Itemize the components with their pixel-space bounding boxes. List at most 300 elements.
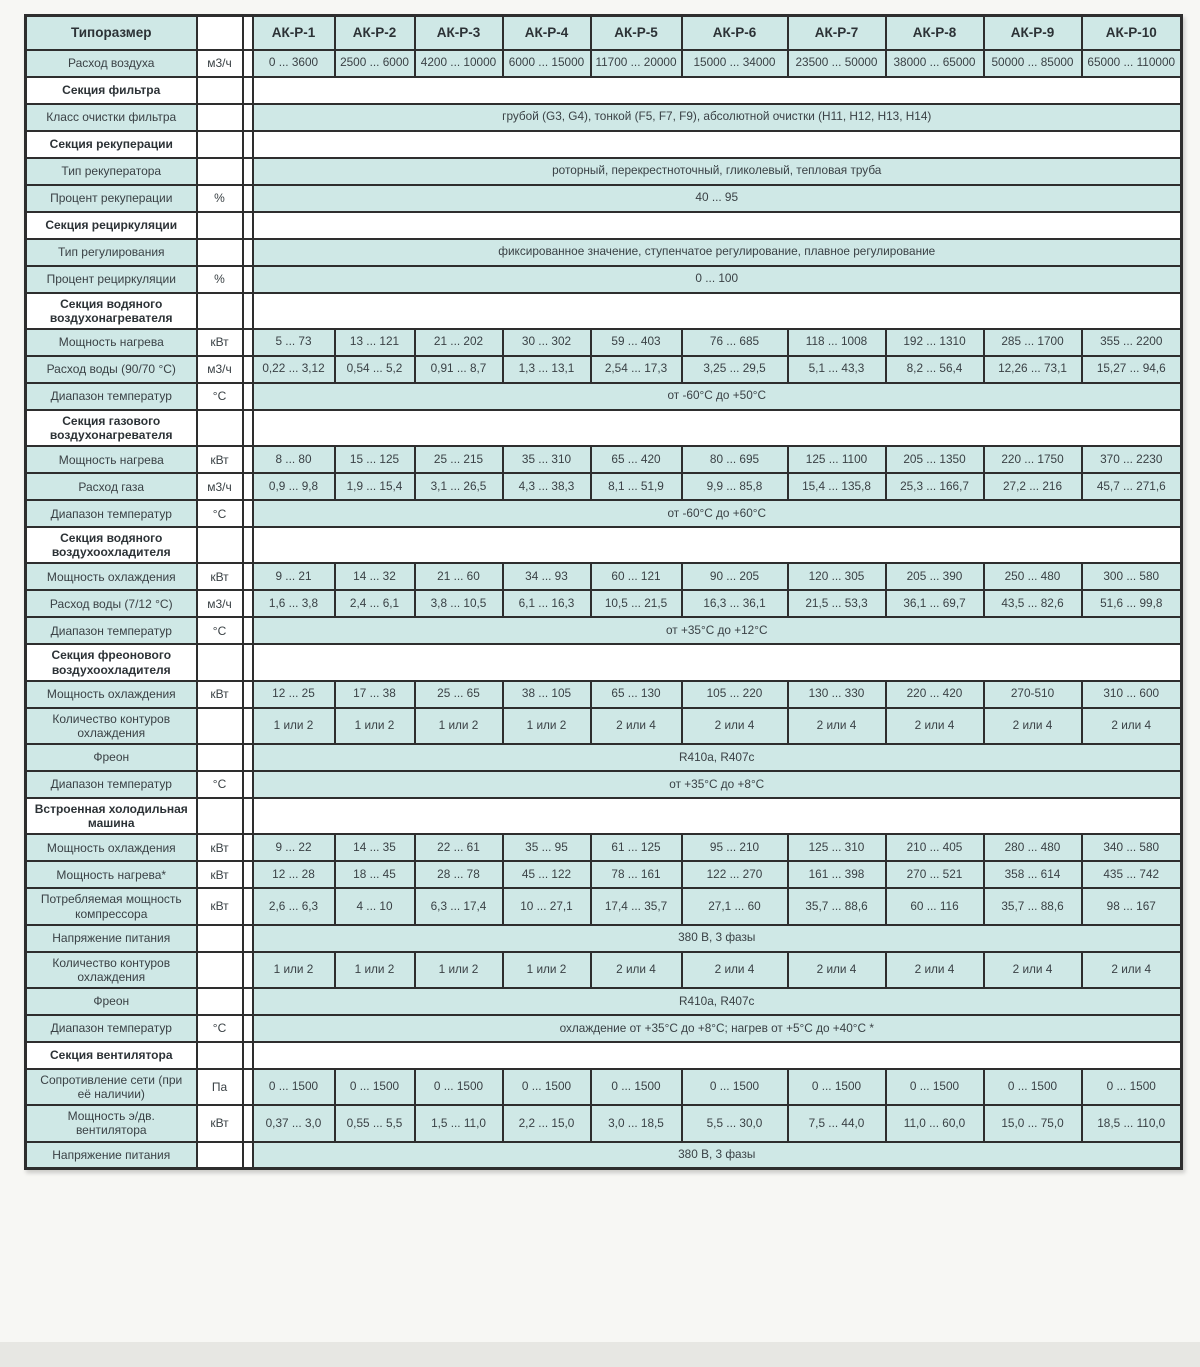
value-cell: 161 ... 398 — [788, 861, 886, 888]
table-row — [26, 185, 1182, 212]
table-row — [26, 104, 1182, 131]
section-row — [26, 212, 1182, 239]
value-cell: 13 ... 121 — [335, 329, 415, 356]
value-cell: 65 ... 130 — [591, 681, 682, 708]
value-cell: 60 ... 121 — [591, 563, 682, 590]
value-cell: 3,0 ... 18,5 — [591, 1105, 682, 1141]
gap-cell — [243, 1015, 253, 1042]
value-cell: 2,54 ... 17,3 — [591, 356, 682, 383]
section-filler — [253, 131, 1182, 158]
value-cell: 5,5 ... 30,0 — [682, 1105, 788, 1141]
value-cell: 15 ... 125 — [335, 446, 415, 473]
unit-cell — [197, 988, 243, 1015]
model-header: АК-Р-7 — [788, 16, 886, 50]
unit-cell — [197, 798, 243, 834]
span-value-cell: грубой (G3, G4), тонкой (F5, F7, F9), абсолютной очистки (H11, H12, H13, H14) — [253, 104, 1182, 131]
table-row — [26, 158, 1182, 185]
gap-cell — [243, 1069, 253, 1105]
value-cell: 370 ... 2230 — [1082, 446, 1182, 473]
row-label: Диапазон температур — [26, 500, 197, 527]
value-cell: 1 или 2 — [503, 708, 591, 744]
row-label: Напряжение питания — [26, 1142, 197, 1169]
value-cell: 210 ... 405 — [886, 834, 984, 861]
row-label: Мощность нагрева — [26, 329, 197, 356]
span-value-cell: роторный, перекрестноточный, гликолевый, тепловая труба — [253, 158, 1182, 185]
value-cell: 34 ... 93 — [503, 563, 591, 590]
value-cell: 0,22 ... 3,12 — [253, 356, 335, 383]
table-row — [26, 446, 1182, 473]
section-row — [26, 527, 1182, 563]
table-row — [26, 356, 1182, 383]
value-cell: 1 или 2 — [503, 952, 591, 988]
value-cell: 2,4 ... 6,1 — [335, 590, 415, 617]
model-header: АК-Р-2 — [335, 16, 415, 50]
table-row — [26, 771, 1182, 798]
value-cell: 300 ... 580 — [1082, 563, 1182, 590]
gap-cell — [243, 77, 253, 104]
value-cell: 285 ... 1700 — [984, 329, 1082, 356]
gap-cell — [243, 952, 253, 988]
span-value-cell: от +35°С до +12°С — [253, 617, 1182, 644]
unit-cell — [197, 410, 243, 446]
value-cell: 10,5 ... 21,5 — [591, 590, 682, 617]
value-cell: 5 ... 73 — [253, 329, 335, 356]
value-cell: 355 ... 2200 — [1082, 329, 1182, 356]
table-row — [26, 834, 1182, 861]
section-label: Секция водяного воздухонагревателя — [26, 293, 197, 329]
value-cell: 30 ... 302 — [503, 329, 591, 356]
section-row — [26, 410, 1182, 446]
section-filler — [253, 798, 1182, 834]
value-cell: 17,4 ... 35,7 — [591, 888, 682, 924]
value-cell: 2 или 4 — [682, 708, 788, 744]
unit-cell: °С — [197, 617, 243, 644]
section-label: Секция фреонового воздухоохладителя — [26, 644, 197, 680]
value-cell: 25,3 ... 166,7 — [886, 473, 984, 500]
unit-cell — [197, 744, 243, 771]
section-row — [26, 293, 1182, 329]
value-cell: 205 ... 1350 — [886, 446, 984, 473]
value-cell: 27,2 ... 216 — [984, 473, 1082, 500]
row-label: Тип рекуператора — [26, 158, 197, 185]
row-label: Мощность охлаждения — [26, 681, 197, 708]
section-filler — [253, 293, 1182, 329]
gap-cell — [243, 446, 253, 473]
value-cell: 25 ... 215 — [415, 446, 503, 473]
value-cell: 98 ... 167 — [1082, 888, 1182, 924]
row-label: Потребляемая мощность компрессора — [26, 888, 197, 924]
unit-cell: кВт — [197, 329, 243, 356]
section-label: Секция газового воздухонагревателя — [26, 410, 197, 446]
value-cell: 250 ... 480 — [984, 563, 1082, 590]
section-filler — [253, 1042, 1182, 1069]
value-cell: 4 ... 10 — [335, 888, 415, 924]
value-cell: 435 ... 742 — [1082, 861, 1182, 888]
section-row — [26, 644, 1182, 680]
value-cell: 0 ... 1500 — [886, 1069, 984, 1105]
row-label: Количество контуров охлаждения — [26, 952, 197, 988]
section-filler — [253, 527, 1182, 563]
unit-cell: кВт — [197, 861, 243, 888]
unit-cell: м3/ч — [197, 473, 243, 500]
model-header: АК-Р-6 — [682, 16, 788, 50]
value-cell: 125 ... 310 — [788, 834, 886, 861]
value-cell: 6,1 ... 16,3 — [503, 590, 591, 617]
value-cell: 95 ... 210 — [682, 834, 788, 861]
section-filler — [253, 644, 1182, 680]
model-header: АК-Р-8 — [886, 16, 984, 50]
gap-cell — [243, 500, 253, 527]
table-row — [26, 563, 1182, 590]
value-cell: 1,9 ... 15,4 — [335, 473, 415, 500]
table-row — [26, 861, 1182, 888]
value-cell: 118 ... 1008 — [788, 329, 886, 356]
value-cell: 7,5 ... 44,0 — [788, 1105, 886, 1141]
model-header: АК-Р-9 — [984, 16, 1082, 50]
gap-cell — [243, 1105, 253, 1141]
value-cell: 43,5 ... 82,6 — [984, 590, 1082, 617]
table-row — [26, 50, 1182, 77]
corner-label: Типоразмер — [26, 16, 197, 50]
value-cell: 3,25 ... 29,5 — [682, 356, 788, 383]
unit-cell: кВт — [197, 888, 243, 924]
unit-cell — [197, 158, 243, 185]
value-cell: 2 или 4 — [788, 952, 886, 988]
table-row — [26, 383, 1182, 410]
value-cell: 16,3 ... 36,1 — [682, 590, 788, 617]
gap-cell — [243, 798, 253, 834]
gap-cell — [243, 158, 253, 185]
gap-cell — [243, 131, 253, 158]
table-row — [26, 500, 1182, 527]
value-cell: 1 или 2 — [253, 952, 335, 988]
unit-cell — [197, 293, 243, 329]
value-cell: 21 ... 60 — [415, 563, 503, 590]
value-cell: 12 ... 25 — [253, 681, 335, 708]
gap-cell — [243, 1042, 253, 1069]
value-cell: 14 ... 32 — [335, 563, 415, 590]
unit-cell — [197, 1042, 243, 1069]
value-cell: 1 или 2 — [335, 708, 415, 744]
unit-cell: % — [197, 185, 243, 212]
value-cell: 28 ... 78 — [415, 861, 503, 888]
unit-cell: Па — [197, 1069, 243, 1105]
unit-cell: кВт — [197, 446, 243, 473]
value-cell: 2 или 4 — [886, 952, 984, 988]
table-row — [26, 266, 1182, 293]
value-cell: 0,91 ... 8,7 — [415, 356, 503, 383]
value-cell: 38000 ... 65000 — [886, 50, 984, 77]
gap-cell — [243, 681, 253, 708]
value-cell: 122 ... 270 — [682, 861, 788, 888]
value-cell: 105 ... 220 — [682, 681, 788, 708]
unit-cell: кВт — [197, 681, 243, 708]
table-row — [26, 988, 1182, 1015]
value-cell: 10 ... 27,1 — [503, 888, 591, 924]
unit-cell: % — [197, 266, 243, 293]
value-cell: 2 или 4 — [591, 952, 682, 988]
gap-cell — [243, 16, 253, 50]
value-cell: 45,7 ... 271,6 — [1082, 473, 1182, 500]
model-header: АК-Р-10 — [1082, 16, 1182, 50]
row-label: Мощность нагрева* — [26, 861, 197, 888]
value-cell: 2500 ... 6000 — [335, 50, 415, 77]
span-value-cell: фиксированное значение, ступенчатое регулирование, плавное регулирование — [253, 239, 1182, 266]
header-row — [26, 16, 1182, 50]
value-cell: 0 ... 1500 — [984, 1069, 1082, 1105]
unit-cell — [197, 644, 243, 680]
gap-cell — [243, 383, 253, 410]
value-cell: 3,8 ... 10,5 — [415, 590, 503, 617]
gap-cell — [243, 185, 253, 212]
section-label: Секция фильтра — [26, 77, 197, 104]
value-cell: 8,2 ... 56,4 — [886, 356, 984, 383]
value-cell: 1 или 2 — [415, 952, 503, 988]
value-cell: 358 ... 614 — [984, 861, 1082, 888]
value-cell: 0,37 ... 3,0 — [253, 1105, 335, 1141]
value-cell: 2 или 4 — [788, 708, 886, 744]
unit-cell — [197, 1142, 243, 1169]
section-filler — [253, 410, 1182, 446]
value-cell: 1,5 ... 11,0 — [415, 1105, 503, 1141]
value-cell: 6000 ... 15000 — [503, 50, 591, 77]
unit-cell — [197, 925, 243, 952]
value-cell: 8,1 ... 51,9 — [591, 473, 682, 500]
value-cell: 17 ... 38 — [335, 681, 415, 708]
value-cell: 1 или 2 — [253, 708, 335, 744]
span-value-cell: 380 В, 3 фазы — [253, 925, 1182, 952]
value-cell: 220 ... 420 — [886, 681, 984, 708]
value-cell: 78 ... 161 — [591, 861, 682, 888]
value-cell: 1,3 ... 13,1 — [503, 356, 591, 383]
span-value-cell: от +35°С до +8°С — [253, 771, 1182, 798]
value-cell: 0 ... 1500 — [253, 1069, 335, 1105]
value-cell: 340 ... 580 — [1082, 834, 1182, 861]
row-label: Мощность охлаждения — [26, 834, 197, 861]
value-cell: 50000 ... 85000 — [984, 50, 1082, 77]
value-cell: 59 ... 403 — [591, 329, 682, 356]
value-cell: 0 ... 1500 — [591, 1069, 682, 1105]
unit-cell — [197, 104, 243, 131]
section-row — [26, 77, 1182, 104]
model-header: АК-Р-3 — [415, 16, 503, 50]
value-cell: 310 ... 600 — [1082, 681, 1182, 708]
model-header: АК-Р-4 — [503, 16, 591, 50]
value-cell: 21,5 ... 53,3 — [788, 590, 886, 617]
value-cell: 65 ... 420 — [591, 446, 682, 473]
value-cell: 2 или 4 — [984, 952, 1082, 988]
row-label: Диапазон температур — [26, 383, 197, 410]
gap-cell — [243, 771, 253, 798]
value-cell: 90 ... 205 — [682, 563, 788, 590]
unit-cell: °С — [197, 1015, 243, 1042]
value-cell: 45 ... 122 — [503, 861, 591, 888]
value-cell: 3,1 ... 26,5 — [415, 473, 503, 500]
row-label: Расход воздуха — [26, 50, 197, 77]
value-cell: 4,3 ... 38,3 — [503, 473, 591, 500]
value-cell: 0 ... 1500 — [503, 1069, 591, 1105]
value-cell: 120 ... 305 — [788, 563, 886, 590]
gap-cell — [243, 708, 253, 744]
row-label: Процент рециркуляции — [26, 266, 197, 293]
span-value-cell: 40 ... 95 — [253, 185, 1182, 212]
gap-cell — [243, 888, 253, 924]
span-value-cell: 0 ... 100 — [253, 266, 1182, 293]
value-cell: 0 ... 1500 — [788, 1069, 886, 1105]
value-cell: 9 ... 21 — [253, 563, 335, 590]
value-cell: 21 ... 202 — [415, 329, 503, 356]
value-cell: 27,1 ... 60 — [682, 888, 788, 924]
row-label: Сопротивление сети (при её наличии) — [26, 1069, 197, 1105]
table-row — [26, 473, 1182, 500]
row-label: Фреон — [26, 988, 197, 1015]
table-row — [26, 708, 1182, 744]
value-cell: 15,0 ... 75,0 — [984, 1105, 1082, 1141]
gap-cell — [243, 239, 253, 266]
bottom-strip — [0, 1342, 1200, 1367]
value-cell: 280 ... 480 — [984, 834, 1082, 861]
value-cell: 4200 ... 10000 — [415, 50, 503, 77]
gap-cell — [243, 527, 253, 563]
row-label: Расход воды (7/12 °С) — [26, 590, 197, 617]
span-value-cell: 380 В, 3 фазы — [253, 1142, 1182, 1169]
gap-cell — [243, 834, 253, 861]
unit-cell — [197, 708, 243, 744]
unit-cell — [197, 77, 243, 104]
row-label: Диапазон температур — [26, 771, 197, 798]
section-row — [26, 131, 1182, 158]
gap-cell — [243, 50, 253, 77]
row-label: Мощность нагрева — [26, 446, 197, 473]
model-header: АК-Р-1 — [253, 16, 335, 50]
value-cell: 0 ... 3600 — [253, 50, 335, 77]
value-cell: 22 ... 61 — [415, 834, 503, 861]
table-row — [26, 590, 1182, 617]
table-row — [26, 1142, 1182, 1169]
value-cell: 35,7 ... 88,6 — [984, 888, 1082, 924]
unit-cell: кВт — [197, 563, 243, 590]
value-cell: 61 ... 125 — [591, 834, 682, 861]
table-row — [26, 1105, 1182, 1141]
value-cell: 12 ... 28 — [253, 861, 335, 888]
value-cell: 0,54 ... 5,2 — [335, 356, 415, 383]
unit-cell: °С — [197, 771, 243, 798]
table-row — [26, 617, 1182, 644]
gap-cell — [243, 104, 253, 131]
value-cell: 25 ... 65 — [415, 681, 503, 708]
section-label: Встроенная холодильная машина — [26, 798, 197, 834]
spec-table-body — [26, 50, 1182, 1169]
unit-header-cell — [197, 16, 243, 50]
value-cell: 2,2 ... 15,0 — [503, 1105, 591, 1141]
value-cell: 0,9 ... 9,8 — [253, 473, 335, 500]
value-cell: 9 ... 22 — [253, 834, 335, 861]
section-row — [26, 798, 1182, 834]
span-value-cell: от -60°С до +60°С — [253, 500, 1182, 527]
unit-cell — [197, 527, 243, 563]
value-cell: 0,55 ... 5,5 — [335, 1105, 415, 1141]
gap-cell — [243, 925, 253, 952]
table-row — [26, 681, 1182, 708]
gap-cell — [243, 293, 253, 329]
value-cell: 0 ... 1500 — [335, 1069, 415, 1105]
table-row — [26, 239, 1182, 266]
row-label: Напряжение питания — [26, 925, 197, 952]
value-cell: 2 или 4 — [886, 708, 984, 744]
unit-cell: м3/ч — [197, 590, 243, 617]
value-cell: 2,6 ... 6,3 — [253, 888, 335, 924]
unit-cell — [197, 131, 243, 158]
value-cell: 270-510 — [984, 681, 1082, 708]
row-label: Мощность охлаждения — [26, 563, 197, 590]
unit-cell: °С — [197, 383, 243, 410]
value-cell: 80 ... 695 — [682, 446, 788, 473]
value-cell: 192 ... 1310 — [886, 329, 984, 356]
value-cell: 15,4 ... 135,8 — [788, 473, 886, 500]
unit-cell — [197, 239, 243, 266]
span-value-cell: охлаждение от +35°С до +8°С; нагрев от +5°С до +40°С * — [253, 1015, 1182, 1042]
value-cell: 38 ... 105 — [503, 681, 591, 708]
span-value-cell: R410a, R407c — [253, 988, 1182, 1015]
value-cell: 2 или 4 — [682, 952, 788, 988]
gap-cell — [243, 744, 253, 771]
value-cell: 5,1 ... 43,3 — [788, 356, 886, 383]
section-label: Секция водяного воздухоохладителя — [26, 527, 197, 563]
table-row — [26, 925, 1182, 952]
gap-cell — [243, 410, 253, 446]
gap-cell — [243, 1142, 253, 1169]
value-cell: 23500 ... 50000 — [788, 50, 886, 77]
value-cell: 270 ... 521 — [886, 861, 984, 888]
row-label: Класс очистки фильтра — [26, 104, 197, 131]
section-label: Секция рециркуляции — [26, 212, 197, 239]
table-row — [26, 1015, 1182, 1042]
row-label: Количество контуров охлаждения — [26, 708, 197, 744]
value-cell: 0 ... 1500 — [682, 1069, 788, 1105]
value-cell: 11700 ... 20000 — [591, 50, 682, 77]
table-row — [26, 1069, 1182, 1105]
value-cell: 2 или 4 — [1082, 708, 1182, 744]
gap-cell — [243, 644, 253, 680]
value-cell: 0 ... 1500 — [415, 1069, 503, 1105]
section-label: Секция вентилятора — [26, 1042, 197, 1069]
section-label: Секция рекуперации — [26, 131, 197, 158]
value-cell: 18,5 ... 110,0 — [1082, 1105, 1182, 1141]
model-header: АК-Р-5 — [591, 16, 682, 50]
value-cell: 125 ... 1100 — [788, 446, 886, 473]
table-row — [26, 329, 1182, 356]
gap-cell — [243, 356, 253, 383]
value-cell: 51,6 ... 99,8 — [1082, 590, 1182, 617]
value-cell: 12,26 ... 73,1 — [984, 356, 1082, 383]
value-cell: 0 ... 1500 — [1082, 1069, 1182, 1105]
unit-cell: кВт — [197, 834, 243, 861]
gap-cell — [243, 563, 253, 590]
value-cell: 205 ... 390 — [886, 563, 984, 590]
value-cell: 1 или 2 — [335, 952, 415, 988]
gap-cell — [243, 590, 253, 617]
value-cell: 18 ... 45 — [335, 861, 415, 888]
value-cell: 60 ... 116 — [886, 888, 984, 924]
unit-cell — [197, 952, 243, 988]
gap-cell — [243, 212, 253, 239]
span-value-cell: R410a, R407c — [253, 744, 1182, 771]
value-cell: 1,6 ... 3,8 — [253, 590, 335, 617]
gap-cell — [243, 329, 253, 356]
row-label: Тип регулирования — [26, 239, 197, 266]
value-cell: 2 или 4 — [1082, 952, 1182, 988]
gap-cell — [243, 266, 253, 293]
